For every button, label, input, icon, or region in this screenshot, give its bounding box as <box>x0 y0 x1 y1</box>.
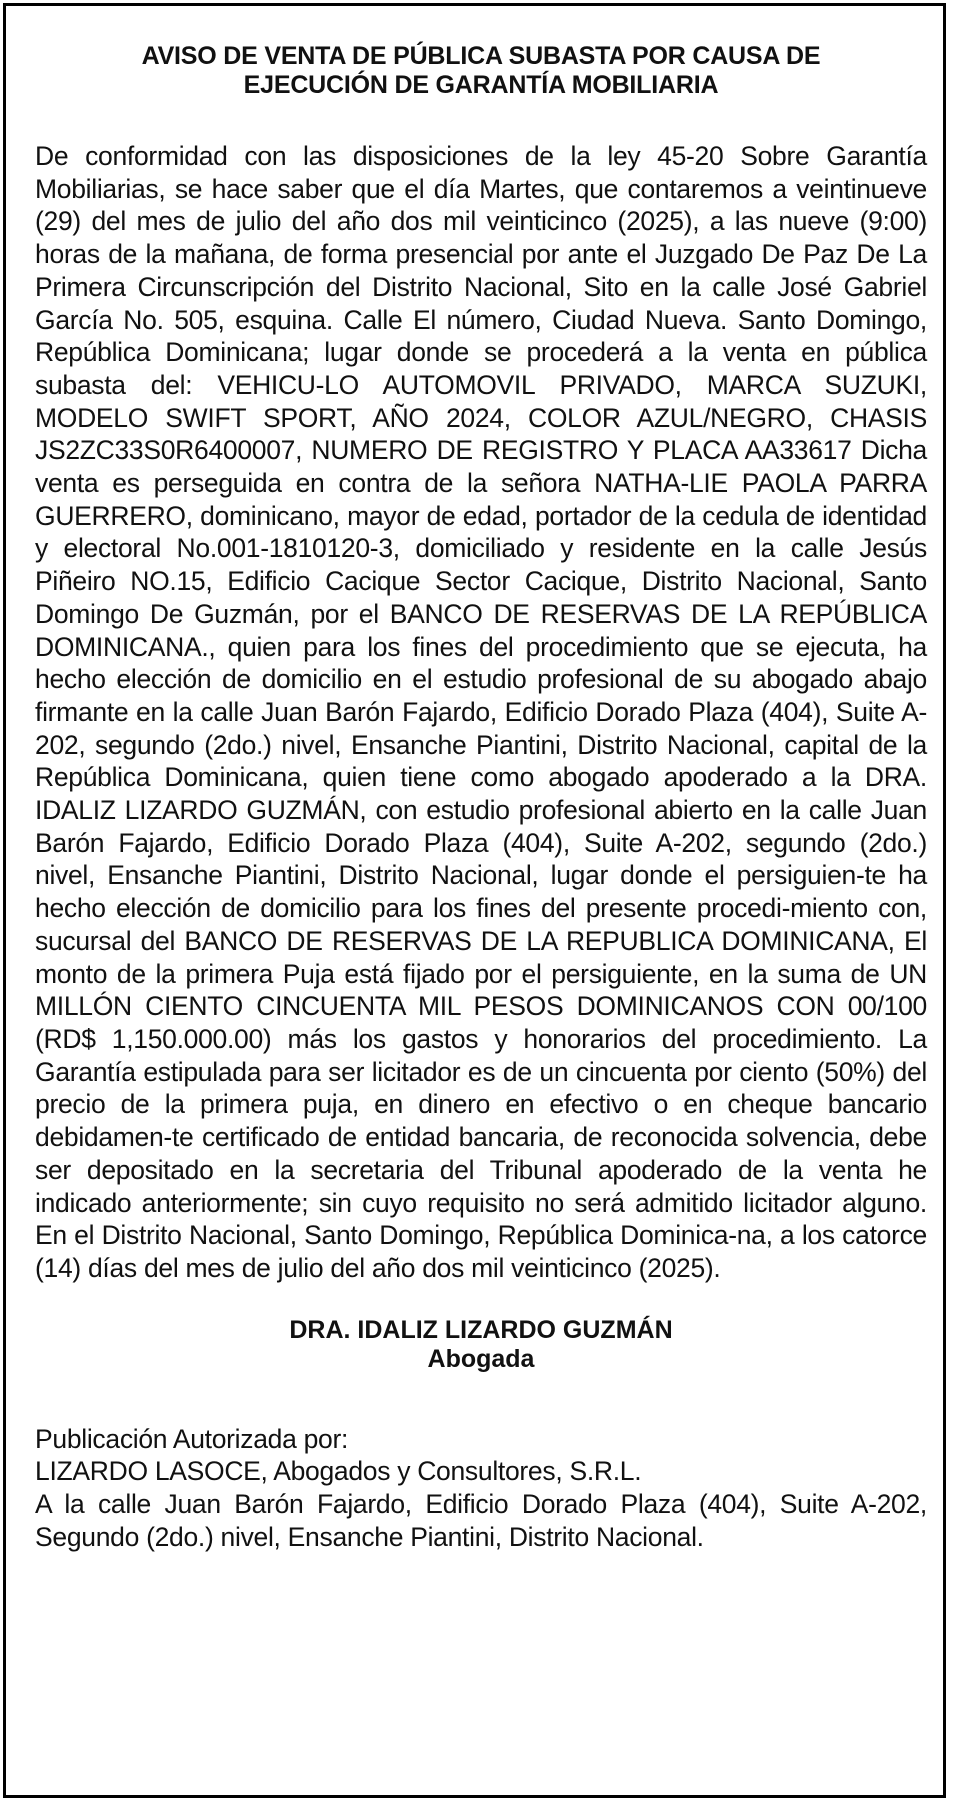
notice-title-line-1: AVISO DE VENTA DE PÚBLICA SUBASTA POR CAUSA DE <box>141 42 821 70</box>
notice-content <box>35 42 927 1553</box>
signature-block <box>35 1316 927 1374</box>
publication-label: Publicación Autorizada por: <box>35 1423 349 1454</box>
notice-body: De conformidad con las disposiciones de la ley 45-20 Sobre Garantía Mobiliarias, se hace saber que el día Martes, que contaremos a veintinueve (29) del mes de julio del año dos mil veinticinco (2025), a las nueve (9:00) horas de la mañana, de forma presencial por ante el Juzgado De Paz De La Primera Circunscripción del Distrito Nacional, Sito en la calle José Gabriel García No. 505, esquina. Calle El número, Ciudad Nueva. Santo Domingo, República Dominicana; lugar donde se procederá a la venta en pública subasta del: VEHICU-LO AUTOMOVIL PRIVADO, MARCA SUZUKI, MODELO SWIFT SPORT, AÑO 2024, COLOR AZUL/NEGRO, CHASIS JS2ZC33S0R6400007, NUMERO DE REGISTRO Y PLACA AA33617 Dicha venta es perseguida en contra de la señora NATHA-LIE PAOLA PARRA GUERRERO, dominicano, mayor de edad, portador de la cedula de identidad y electoral No.001-1810120-3, domiciliado y residente en la calle Jesús Piñeiro NO.15, Edificio Cacique Sector Cacique, Distrito Nacional, Santo Domingo De Guzmán, por el BANCO DE RESERVAS DE LA REPÚBLICA DOMINICANA., quien para los fines del procedimiento que se ejecuta, ha hecho elección de domicilio en el estudio profesional de su abogado abajo firmante en la calle Juan Barón Fajardo, Edificio Dorado Plaza (404), Suite A-202, segundo (2do.) nivel, Ensanche Piantini, Distrito Nacional, capital de la República Dominicana, quien tiene como abogado apoderado a la DRA. IDALIZ LIZARDO GUZMÁN, con estudio profesional abierto en la calle Juan Barón Fajardo, Edificio Dorado Plaza (404), Suite A-202, segundo (2do.) nivel, Ensanche Piantini, Distrito Nacional, lugar donde el persiguien-te ha hecho elección de domicilio para los fines del presente procedi-miento con, sucursal del BANCO DE RESERVAS DE LA REPUBLICA DOMINICANA, El monto de la primera Puja está fijado por el persiguiente, en la suma de UN MILLÓN CIENTO CINCUENTA MIL PESOS DOMINICANOS CON 00/100 (RD$ 1,150.000.00) más los gastos y honorarios del procedimiento. La Garantía estipulada para ser licitador es de un cincuenta por ciento (50%) del precio de la primera puja, en dinero en efectivo o en cheque bancario debidamen-te certificado de entidad bancaria, de reconocida solvencia, debe ser depositado en la secretaria del Tribunal apoderado de la venta he indicado anteriormente; sin cuyo requisito no será admitido licitador alguno. En el Distrito Nacional, Santo Domingo, República Dominica-na, a los catorce (14) días del mes de julio del año dos mil veinticinco (2025). <box>35 141 927 1283</box>
publication-firm: LIZARDO LASOCE, Abogados y Consultores, S.R.L. <box>35 1456 642 1487</box>
publication-address: A la calle Juan Barón Fajardo, Edificio Dorado Plaza (404), Suite A-202, Segundo (2do.) nivel, Ensanche Piantini, Distrito Nacional. <box>35 1489 927 1552</box>
publication-block <box>35 1423 927 1554</box>
notice-title <box>35 42 927 100</box>
signature-role: Abogada <box>427 1344 535 1373</box>
notice-frame <box>3 3 946 1798</box>
notice-title-line-2: EJECUCIÓN DE GARANTÍA MOBILIARIA <box>243 71 719 99</box>
signature-name: DRA. IDALIZ LIZARDO GUZMÁN <box>289 1315 673 1344</box>
